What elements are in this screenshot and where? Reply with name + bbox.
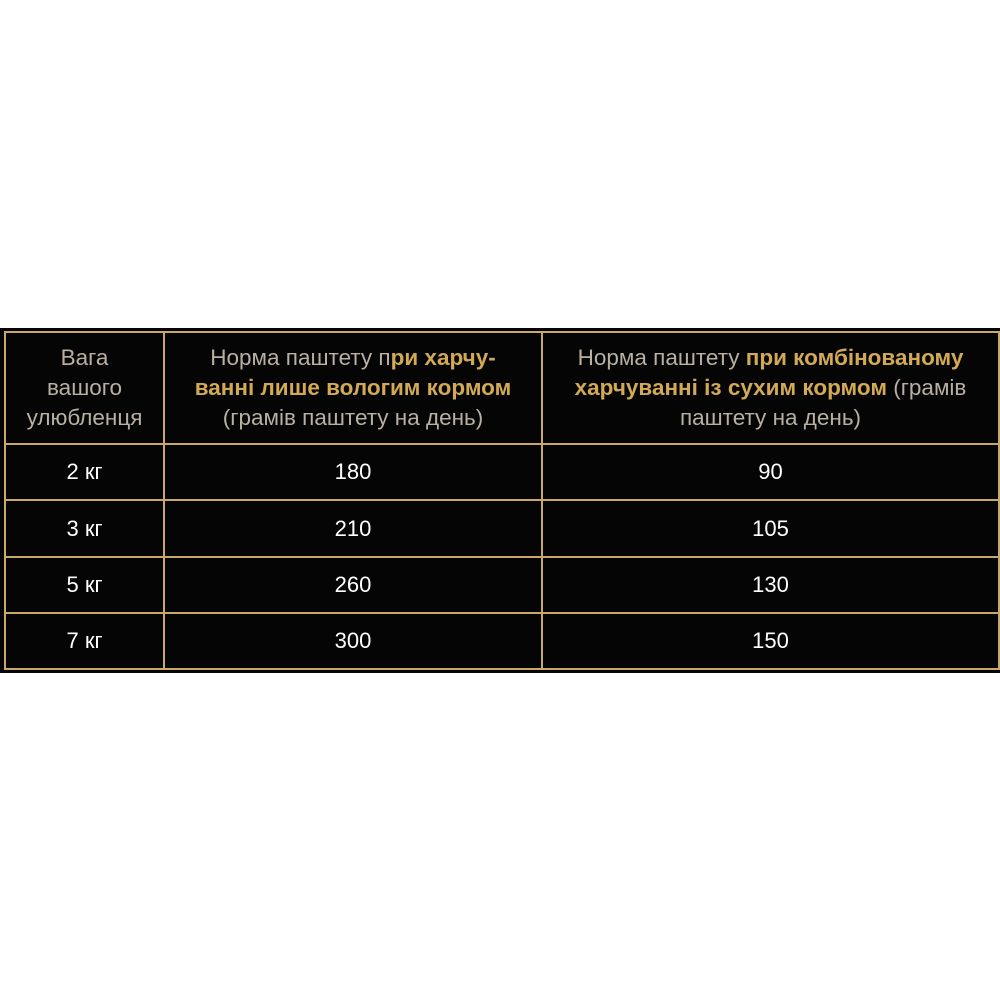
header-combined-line1-bold: при комбінованому xyxy=(745,345,964,371)
table-row xyxy=(5,613,999,669)
cell-wet-only: 300 xyxy=(164,613,542,669)
cell-combined: 105 xyxy=(542,500,999,556)
feeding-table-panel xyxy=(0,328,1000,673)
cell-wet-only: 260 xyxy=(164,557,542,613)
cell-wet-only: 180 xyxy=(164,444,542,500)
header-pet-weight xyxy=(5,332,164,444)
header-combined-norm xyxy=(542,332,999,444)
header-weight-line3: улюбленця xyxy=(26,405,143,431)
header-combined-line1-plain: Норма паштету xyxy=(577,345,746,371)
header-combined-line2-bold: харчуванні із сухим кормом xyxy=(574,375,887,401)
header-combined-line2-plain: (грамів xyxy=(886,375,967,401)
header-wet-line1-plain: Норма паштету п xyxy=(210,345,391,371)
table-header-row xyxy=(5,332,999,444)
header-weight-line1: Вага xyxy=(60,345,109,371)
cell-combined: 150 xyxy=(542,613,999,669)
header-combined-line3-plain: паштету на день) xyxy=(679,405,862,431)
table-row xyxy=(5,557,999,613)
cell-weight: 2 кг xyxy=(5,444,164,500)
cell-wet-only: 210 xyxy=(164,500,542,556)
cell-weight: 7 кг xyxy=(5,613,164,669)
cell-weight: 5 кг xyxy=(5,557,164,613)
cell-combined: 130 xyxy=(542,557,999,613)
cell-weight: 3 кг xyxy=(5,500,164,556)
table-row xyxy=(5,500,999,556)
header-wet-line3-plain: (грамів паштету на день) xyxy=(222,405,484,431)
header-wet-line1-bold: ри харчу- xyxy=(390,345,496,371)
header-wet-only-norm xyxy=(164,332,542,444)
feeding-guide-table xyxy=(4,331,1000,670)
header-wet-line2-bold: ванні лише вологим кормом xyxy=(194,375,512,401)
table-row xyxy=(5,444,999,500)
header-weight-line2: вашого xyxy=(46,375,122,401)
cell-combined: 90 xyxy=(542,444,999,500)
